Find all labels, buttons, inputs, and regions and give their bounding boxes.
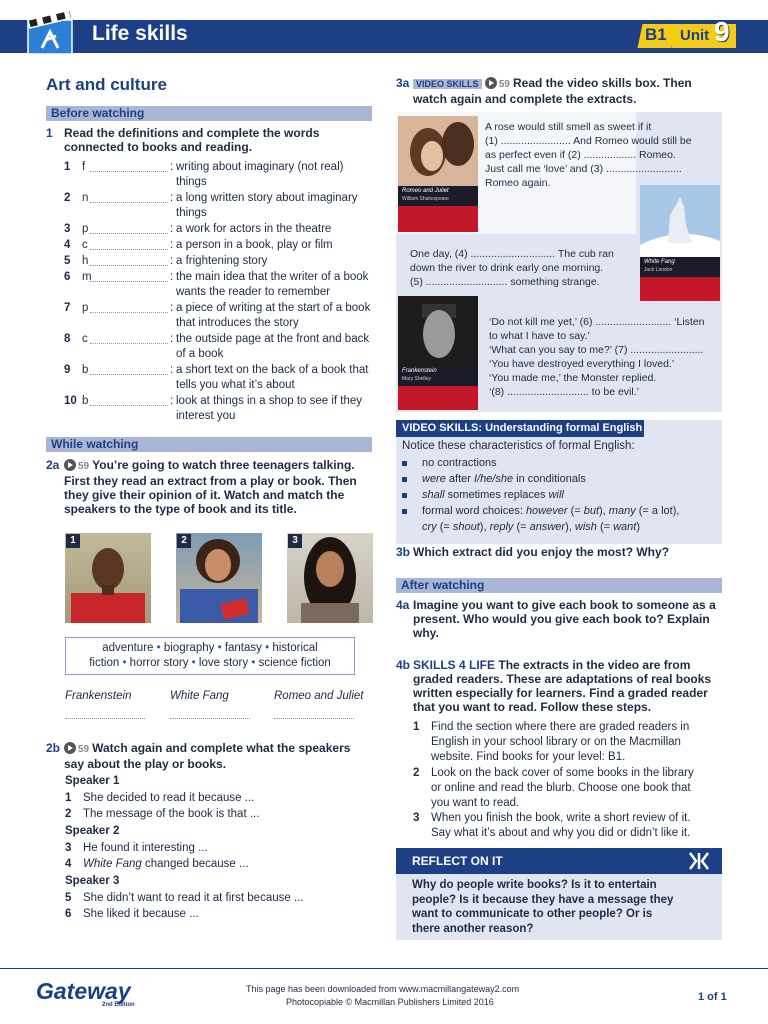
q4b-number: 4b <box>396 658 411 672</box>
speaker-label: Speaker 2 <box>65 825 120 837</box>
item-text <box>83 841 208 856</box>
speaker-photo-3 <box>287 533 373 623</box>
answer-line[interactable] <box>90 233 168 234</box>
answer-line[interactable] <box>90 405 168 406</box>
q2a-number: 2a <box>46 458 60 472</box>
skill-item <box>422 488 564 502</box>
reflect-line: people? Is it because they have a message they <box>412 893 674 906</box>
book-title-frankenstein: Frankenstein <box>65 690 132 702</box>
cover-author: William Shakespeare <box>402 196 449 202</box>
step-number: 3 <box>413 812 420 824</box>
definition-number: 7 <box>64 302 71 314</box>
colon: : <box>170 302 174 314</box>
white-fang-cover <box>640 185 720 301</box>
answer-line[interactable] <box>170 718 250 719</box>
cover-title: Frankenstein <box>402 368 437 374</box>
item-text <box>83 791 254 806</box>
skill-text: ), <box>599 505 609 517</box>
skill-item <box>422 472 586 486</box>
definition-number: 2 <box>64 192 71 204</box>
skill-text: in conditionals <box>513 473 586 485</box>
definition-text: a long written story about imaginary things <box>176 192 358 219</box>
q3b-text: Which extract did you enjoy the most? Why? <box>413 545 670 559</box>
item-plain: She liked it because ... <box>83 908 199 920</box>
book-type: love story <box>198 657 249 669</box>
track-number: 59 <box>78 744 90 755</box>
book-title-romeo-juliet: Romeo and Juliet <box>274 690 364 702</box>
footer-rule <box>0 968 768 969</box>
book-type: historical <box>272 642 318 654</box>
step-number: 2 <box>413 767 420 779</box>
speaker-label: Speaker 1 <box>65 775 120 787</box>
cover-title: Romeo and Juliet <box>402 188 449 194</box>
book-title-white-fang: White Fang <box>170 690 229 702</box>
speaker-photo-2 <box>176 533 262 623</box>
item-number: 2 <box>65 808 72 820</box>
definition-text: a frightening story <box>176 255 268 267</box>
play-icon[interactable] <box>485 77 497 89</box>
extract-2 <box>410 247 614 289</box>
definition-text: look at things in a shop to see if they interest you <box>176 395 363 422</box>
extract-line: ‘(8) ............................ to be evil.’ <box>489 386 639 398</box>
extract-line: ‘You made me,’ the Monster replied. <box>489 372 657 384</box>
definition-number: 4 <box>64 239 71 251</box>
before-watching-bar: Before watching <box>46 106 372 121</box>
bullet: • <box>156 642 161 654</box>
skills-4-life-tag: SKILLS 4 LIFE <box>413 658 496 672</box>
book-type: biography <box>163 642 215 654</box>
colon: : <box>170 161 174 173</box>
colon: : <box>170 333 174 345</box>
extract-3 <box>489 315 705 399</box>
bullet-square <box>402 509 407 514</box>
extract-line: A rose would still smell as sweet if it <box>485 121 652 133</box>
item-plain: She didn’t want to read it at first because ... <box>83 892 304 904</box>
extract-line: (5) ............................ something strange. <box>410 276 600 288</box>
bullet: • <box>265 642 270 654</box>
q1-number: 1 <box>46 126 53 140</box>
while-watching-bar: While watching <box>46 437 372 452</box>
colon: : <box>170 271 174 283</box>
answer-line[interactable] <box>65 718 145 719</box>
step-line: Find the section where there are graded readers in <box>431 721 690 733</box>
cover-author: Jack London <box>644 267 673 273</box>
q4a-number: 4a <box>396 598 410 612</box>
item-text <box>83 857 249 872</box>
q3a-text <box>413 76 718 106</box>
book-type: fiction <box>89 657 120 669</box>
step-text <box>431 766 694 811</box>
video-skills-intro: Notice these characteristics of formal English: <box>402 440 635 452</box>
skill-item <box>422 456 497 470</box>
skill-text: but <box>583 505 600 517</box>
skill-text: want <box>613 521 637 533</box>
definition-text: a piece of writing at the start of a book that introduces the story <box>176 302 371 329</box>
cover-title: White Fang <box>644 259 675 265</box>
skill-text: (= <box>436 521 453 533</box>
step-line: Say what it’s about and why you did or didn’t like it. <box>431 827 691 839</box>
definition-text: a person in a book, play or film <box>176 239 333 251</box>
clapperboard-icon <box>26 6 76 58</box>
item-number: 6 <box>65 908 72 920</box>
photo-number: 3 <box>288 534 302 548</box>
reflect-title: REFLECT ON IT <box>412 854 503 868</box>
q4a-text: Imagine you want to give each book to someone as a present. Who would you give each book to? Explain why. <box>413 598 716 640</box>
definition-number: 5 <box>64 255 71 267</box>
q1-text: Read the definitions and complete the words connected to books and reading. <box>64 126 320 154</box>
colon: : <box>170 192 174 204</box>
answer-line[interactable] <box>90 265 168 266</box>
item-number: 4 <box>65 858 72 870</box>
definition-number: 3 <box>64 223 71 235</box>
step-number: 1 <box>413 721 420 733</box>
q2b-number: 2b <box>46 741 61 755</box>
colon: : <box>170 255 174 267</box>
colon: : <box>170 395 174 407</box>
reflect-line: Why do people write books? Is it to entertain <box>412 879 657 891</box>
definition-number: 10 <box>64 395 77 407</box>
answer-line[interactable] <box>90 249 168 250</box>
q3a-number: 3a <box>396 76 410 90</box>
frankenstein-cover <box>398 296 478 410</box>
unit-label: Unit <box>680 27 710 44</box>
bullet: • <box>122 657 127 669</box>
extract-1 <box>485 120 692 190</box>
q2a-text <box>64 458 366 516</box>
video-skills-tag: VIDEO SKILLS <box>413 79 482 89</box>
skill-text: formal word choices: <box>422 505 526 517</box>
q3b-number: 3b <box>396 545 411 559</box>
book-types-line-2 <box>66 656 354 671</box>
definition-letter: b <box>82 395 89 407</box>
colon: : <box>170 364 174 376</box>
skill-text: ) <box>636 521 641 533</box>
book-type: horror story <box>129 657 189 669</box>
q2b-instruction: Watch again and complete what the speakers say about the play or books. <box>64 741 351 771</box>
page-title: Life skills <box>92 22 188 45</box>
unit-number: 9 <box>714 16 730 47</box>
q3a-instruction: Read the video skills box. Then watch again and complete the extracts. <box>413 76 692 106</box>
book-type: adventure <box>102 642 154 654</box>
bullet-square <box>402 461 407 466</box>
definition-text: a work for actors in the theatre <box>176 223 332 235</box>
unit-badge <box>640 16 736 49</box>
skill-text: cry <box>422 521 437 533</box>
frankenstein-monster-image <box>398 296 478 410</box>
definition-number: 8 <box>64 333 71 345</box>
skill-text: however <box>525 505 568 517</box>
extract-line: Romeo again. <box>485 177 551 189</box>
skill-text: shout <box>452 521 480 533</box>
skill-text: (= <box>567 505 584 517</box>
item-plain: He found it interesting ... <box>83 842 208 854</box>
skill-item-cont <box>422 520 640 534</box>
edition-label: 2nd Edition <box>102 1002 135 1008</box>
bullet: • <box>217 642 222 654</box>
skill-text: reply <box>489 521 514 533</box>
reflect-heading <box>396 848 722 874</box>
bullet-square <box>402 493 407 498</box>
speaker-label: Speaker 3 <box>65 875 120 887</box>
answer-line[interactable] <box>90 171 168 172</box>
photo-number: 1 <box>66 534 80 548</box>
footer-copyright: Photocopiable © Macmillan Publishers Limited 2016 <box>286 997 494 1007</box>
skill-text: sometimes replaces <box>444 489 549 501</box>
item-text <box>83 891 304 906</box>
skill-item <box>422 504 679 518</box>
skill-text: wish <box>574 521 597 533</box>
extract-line: to what I have to say.’ <box>489 330 590 342</box>
definition-text: the outside page at the front and back of a book <box>176 333 370 360</box>
play-icon[interactable] <box>64 459 76 471</box>
gateway-logo: Gateway <box>36 978 131 1004</box>
extract-line: down the river to drink early one morning. <box>410 262 604 274</box>
step-line: you want to read. <box>431 797 520 809</box>
q2b-text <box>64 741 364 771</box>
skill-text: no contractions <box>422 457 497 469</box>
definition-letter: b <box>82 364 89 376</box>
step-line: or online and read the blurb. Choose one book that <box>431 782 691 794</box>
item-text <box>83 907 199 922</box>
item-plain: changed because ... <box>141 858 249 870</box>
definition-text: writing about imaginary (not real) things <box>176 161 344 188</box>
item-text <box>83 807 259 822</box>
reflect-box <box>396 848 722 940</box>
person-star-icon <box>686 851 712 871</box>
track-number: 59 <box>78 461 90 472</box>
q4b-instruction: The extracts in the video are from graded readers. These are adaptations of real books written especially for learners. Find a graded reader that you want to read. Follow these steps. <box>413 658 712 714</box>
skill-text: were <box>422 473 446 485</box>
reflect-line: there another reason? <box>412 922 534 935</box>
step-text <box>431 720 689 765</box>
extract-line: ‘Do not kill me yet,’ (6) .......................... ‘Listen <box>489 316 705 328</box>
skill-text: (= <box>513 521 530 533</box>
skill-text: ), <box>479 521 490 533</box>
answer-line[interactable] <box>90 202 168 203</box>
extract-line: Just call me ‘love’ and (3) .......................... <box>485 163 682 175</box>
footer-download-line: This page has been downloaded from www.macmillangateway2.com <box>246 984 520 994</box>
skill-text: ), <box>565 521 575 533</box>
item-number: 1 <box>65 792 72 804</box>
extract-line: One day, (4) ............................. The cub ran <box>410 248 614 260</box>
extract-line: ‘You have destroyed everything I loved.’ <box>489 358 675 370</box>
skill-text: (= <box>596 521 614 533</box>
definition-text: a short text on the back of a book that tells you what it’s about <box>176 364 369 391</box>
step-text <box>431 811 691 841</box>
skill-text: shall <box>422 489 445 501</box>
video-skills-box <box>396 420 722 544</box>
colon: : <box>170 223 174 235</box>
skill-text: (= a lot), <box>635 505 680 517</box>
book-types-box <box>65 637 355 675</box>
step-line: website. Find books for your level: B1. <box>431 751 626 763</box>
item-italic: White Fang <box>83 858 142 870</box>
section-heading: Art and culture <box>46 75 167 94</box>
reflect-text <box>412 878 673 936</box>
definition-letter: f <box>82 161 86 173</box>
step-line: When you finish the book, write a short review of it. <box>431 812 691 824</box>
definition-letter: c <box>82 239 88 251</box>
book-types-line-1 <box>66 641 354 656</box>
page-number: 1 of 1 <box>698 991 727 1003</box>
definition-number: 1 <box>64 161 71 173</box>
after-watching-bar: After watching <box>396 578 722 593</box>
definition-number: 6 <box>64 271 71 283</box>
definition-number: 9 <box>64 364 71 376</box>
item-plain: She decided to read it because ... <box>83 792 255 804</box>
definition-letter: p <box>82 223 89 235</box>
definition-letter: n <box>82 192 89 204</box>
skill-text: I/he/she <box>473 473 514 485</box>
answer-line[interactable] <box>274 718 354 719</box>
extract-line: (1) ........................ And Romeo would still be <box>485 135 692 147</box>
skill-text: answer <box>529 521 566 533</box>
skill-text: many <box>608 505 636 517</box>
step-line: Look on the back cover of some books in the library <box>431 767 694 779</box>
video-skills-heading: VIDEO SKILLS: Understanding formal English <box>396 420 644 437</box>
cover-author: Mary Shelley <box>402 376 431 382</box>
romeo-juliet-image <box>398 116 478 232</box>
level-label: B1 <box>645 25 667 44</box>
extract-line: ‘What can you say to me?’ (7) ......................... <box>489 344 704 356</box>
speaker-photo-1 <box>65 533 151 623</box>
book-type: fantasy <box>224 642 262 654</box>
answer-line[interactable] <box>90 312 168 313</box>
definition-text: the main idea that the writer of a book wants the reader to remember <box>176 271 369 298</box>
romeo-juliet-cover <box>398 116 478 232</box>
item-plain: The message of the book is that ... <box>83 808 260 820</box>
definition-letter: m <box>82 271 92 283</box>
skill-text: will <box>548 489 564 501</box>
bullet: • <box>191 657 196 669</box>
photo-number: 2 <box>177 534 191 548</box>
reflect-line: want to communicate to other people? Or is <box>412 908 653 920</box>
item-number: 3 <box>65 842 72 854</box>
answer-line[interactable] <box>90 281 168 282</box>
definition-letter: h <box>82 255 89 267</box>
bullet: • <box>251 657 256 669</box>
track-number: 59 <box>498 79 510 90</box>
q2a-instruction: You’re going to watch three teenagers talking. First they read an extract from a play or book. Then they give their opinion of it. Watch and match the speakers to the type of book and its title. <box>64 458 357 516</box>
bullet-square <box>402 477 407 482</box>
answer-line[interactable] <box>90 374 168 375</box>
definition-letter: p <box>82 302 89 314</box>
q4b-text <box>413 658 723 714</box>
skill-text: after <box>445 473 474 485</box>
item-number: 5 <box>65 892 72 904</box>
colon: : <box>170 239 174 251</box>
white-fang-wolf-image <box>640 185 720 301</box>
step-line: English in your school library or on the Macmillan <box>431 736 681 748</box>
play-icon[interactable] <box>64 742 76 754</box>
book-type: science fiction <box>258 657 331 669</box>
extract-line: as perfect even if (2) .................. Romeo. <box>485 149 676 161</box>
definition-letter: c <box>82 333 88 345</box>
answer-line[interactable] <box>90 343 168 344</box>
